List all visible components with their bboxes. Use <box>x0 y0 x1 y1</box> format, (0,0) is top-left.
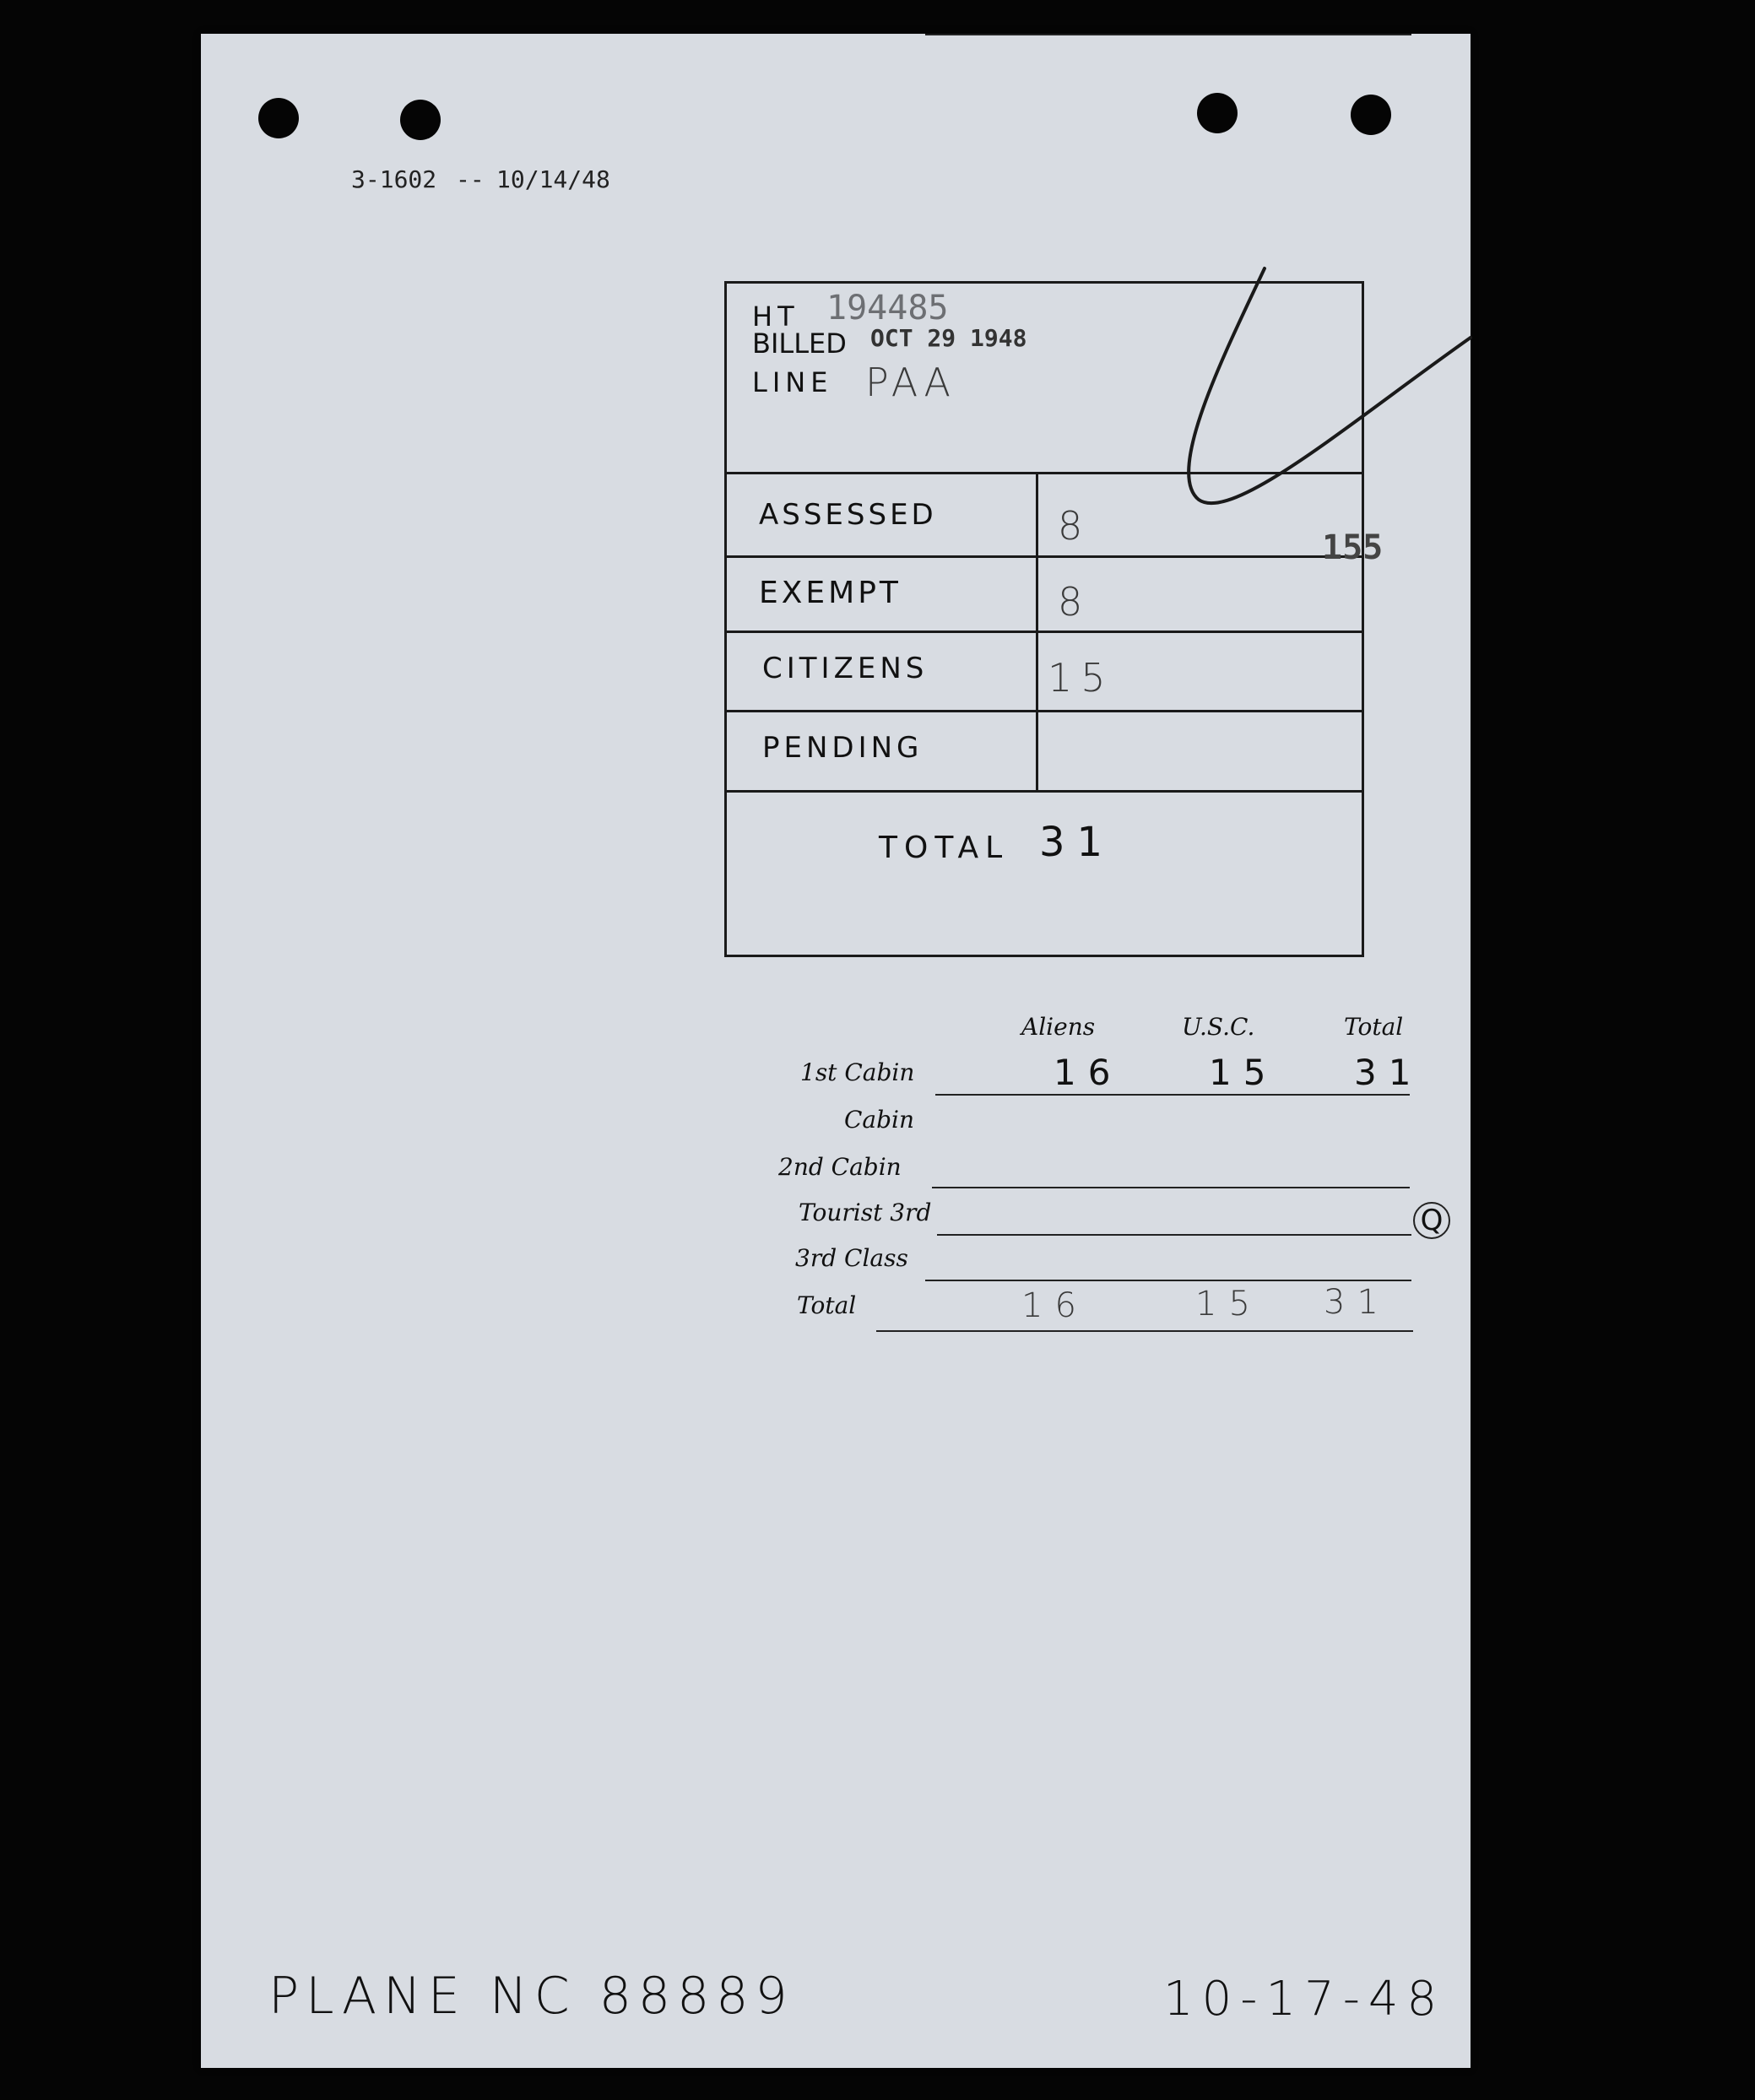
header-date: 10/14/48 <box>496 165 610 193</box>
ht-number: 194485 <box>826 289 949 327</box>
citizens-value: 15 <box>1048 655 1114 701</box>
total-label: TOTAL <box>879 831 1010 865</box>
line-value: PAA <box>865 360 956 405</box>
row-label-cabin: Cabin <box>844 1106 915 1134</box>
row-1st-cabin-usc: 15 <box>1209 1052 1278 1093</box>
row-label-tourist-3rd: Tourist 3rd <box>799 1199 932 1226</box>
row-label-3rd-class: 3rd Class <box>795 1244 908 1272</box>
exempt-value: 8 <box>1058 579 1083 625</box>
exempt-label: EXEMPT <box>759 576 902 610</box>
col-header-usc: U.S.C. <box>1182 1013 1255 1041</box>
reference-number: 3-1602 <box>351 165 437 193</box>
col-header-aliens: Aliens <box>1021 1013 1096 1041</box>
billed-date-stamp: OCT 29 1948 <box>870 324 1027 352</box>
row-1st-cabin-total: 31 <box>1354 1052 1423 1093</box>
col-header-total: Total <box>1344 1013 1404 1041</box>
ht-label: HT <box>752 300 799 333</box>
total-value: 31 <box>1039 819 1115 866</box>
row-label-total: Total <box>797 1291 857 1319</box>
assessed-label: ASSESSED <box>759 498 937 532</box>
header-dash: -- <box>456 165 485 193</box>
citizens-label: CITIZENS <box>762 652 929 685</box>
row-total-total: 31 <box>1324 1283 1390 1322</box>
page-number: 155 <box>1322 528 1384 567</box>
footer-date: 10-17-48 <box>1163 1972 1446 2027</box>
plane-designation: PLANE NC 88889 <box>268 1967 794 2026</box>
row-label-1st-cabin: 1st Cabin <box>800 1058 915 1086</box>
assessed-value: 8 <box>1058 503 1083 549</box>
pending-label: PENDING <box>762 731 924 765</box>
line-label: LINE <box>752 366 833 398</box>
row-total-aliens: 16 <box>1021 1286 1088 1325</box>
circle-mark: Q <box>1413 1202 1450 1239</box>
billed-label: BILLED <box>752 327 847 360</box>
row-1st-cabin-aliens: 16 <box>1054 1052 1123 1093</box>
row-label-2nd-cabin: 2nd Cabin <box>778 1153 902 1181</box>
row-total-usc: 15 <box>1195 1285 1262 1323</box>
